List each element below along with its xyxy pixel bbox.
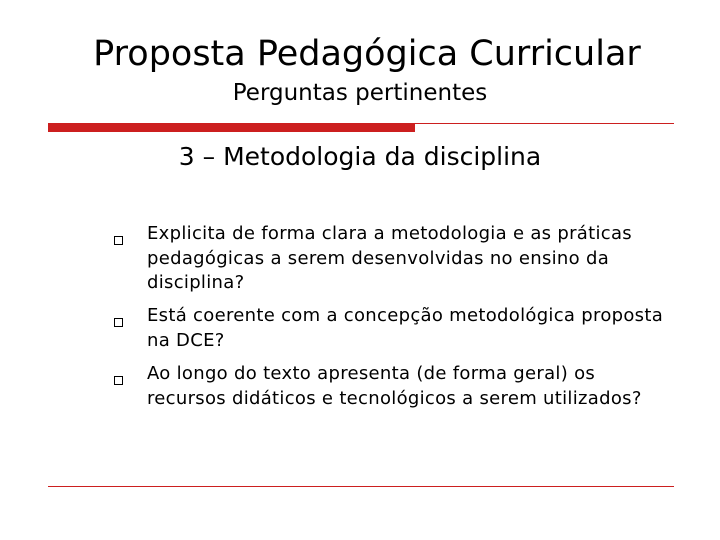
square-bullet-icon	[114, 318, 123, 327]
slide-title: Proposta Pedagógica Curricular	[93, 34, 641, 74]
square-bullet-icon	[114, 376, 123, 385]
bullet-text: Está coerente com a concepção metodológica proposta na DCE?	[147, 305, 664, 351]
bottom-divider	[48, 486, 674, 487]
square-bullet-icon	[114, 236, 123, 245]
bullet-text: Ao longo do texto apresenta (de forma geral) os recursos didáticos e tecnológicos a serem utilizados?	[147, 363, 642, 409]
section-heading: 3 – Metodologia da disciplina	[178, 142, 542, 171]
slide-subtitle: Perguntas pertinentes	[232, 80, 488, 106]
top-divider-accent	[48, 123, 415, 132]
bullet-text: Explicita de forma clara a metodologia e as práticas pedagógicas a serem desenvolvidas no ensino da disciplina?	[147, 223, 632, 293]
